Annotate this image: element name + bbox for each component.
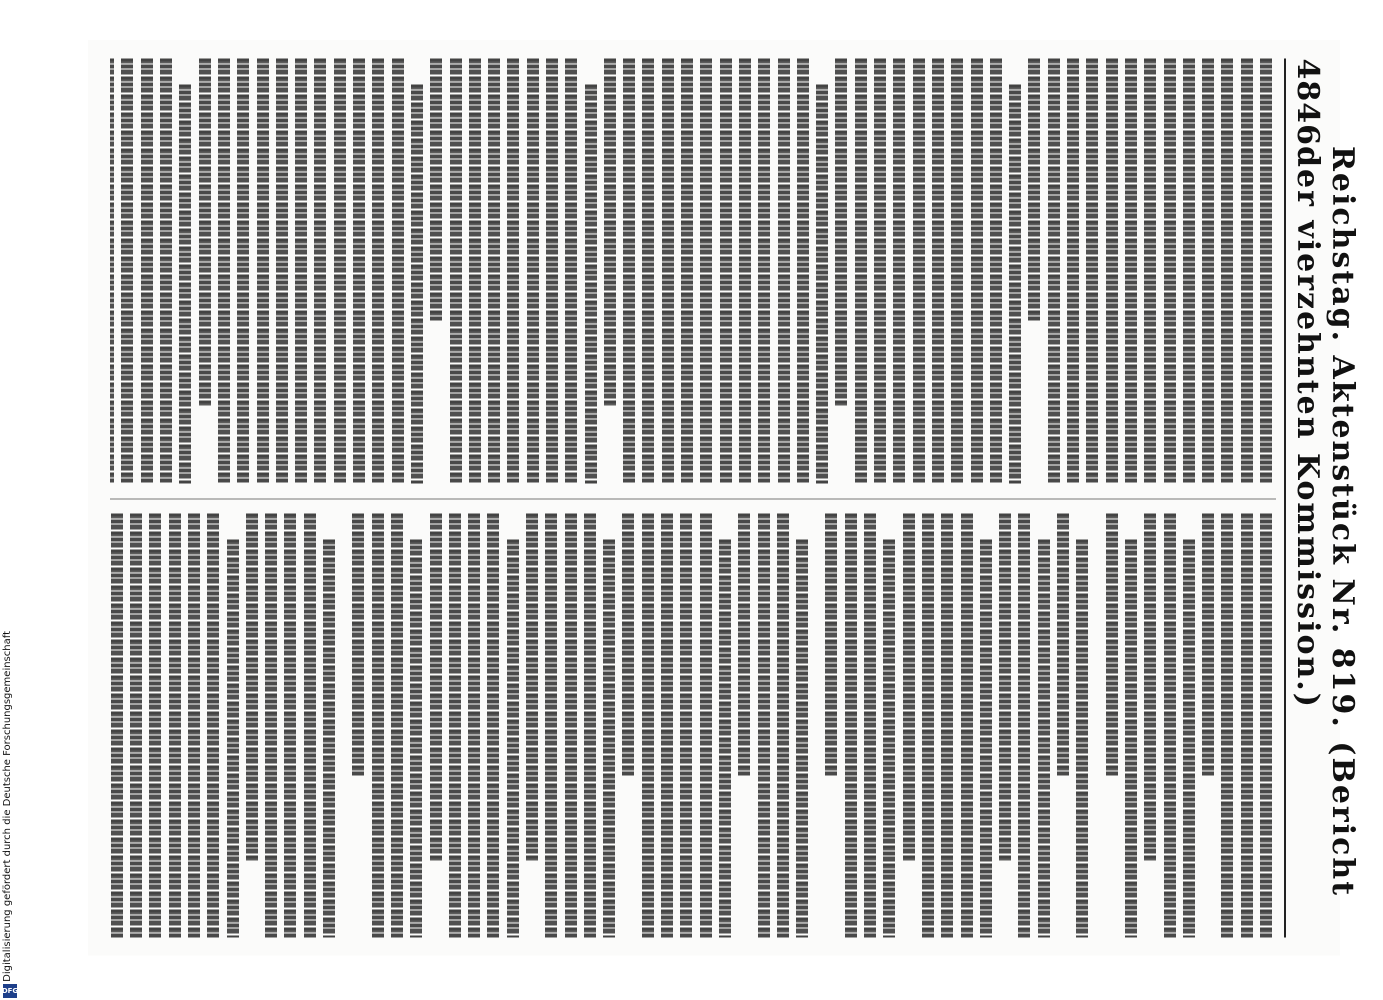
text-line [938, 513, 957, 938]
text-line [794, 58, 813, 483]
text-line [601, 58, 620, 406]
text-line [1054, 513, 1073, 776]
text-line [793, 539, 812, 938]
text-line [1218, 58, 1237, 483]
text-line [311, 58, 330, 483]
text-line [919, 513, 938, 938]
text-line [620, 58, 639, 483]
text-line [948, 58, 967, 483]
text-line [813, 84, 832, 483]
text-line [262, 513, 281, 938]
text-line [832, 58, 851, 406]
text-line [1257, 513, 1276, 938]
text-line [1237, 58, 1256, 483]
text-line [736, 58, 755, 483]
text-line [581, 84, 600, 483]
text-line [1006, 84, 1025, 483]
paragraph-gap [1092, 513, 1102, 938]
text-line [243, 513, 262, 861]
text-line [957, 513, 976, 938]
text-line [215, 58, 234, 483]
text-line [146, 513, 165, 938]
text-columns [110, 58, 1276, 937]
digitization-credit: Digitalisierung gefördert durch die Deutsche Forschungsgemeinschaft [2, 631, 13, 982]
running-head [1284, 58, 1360, 937]
text-line [543, 58, 562, 483]
text-line [696, 513, 715, 938]
text-line [466, 58, 485, 483]
text-line [465, 513, 484, 938]
rotated-page-content [88, 40, 1360, 955]
text-line [204, 513, 223, 938]
text-line [1122, 58, 1141, 483]
text-line [349, 513, 368, 776]
text-line [320, 539, 339, 938]
text-line [504, 58, 523, 483]
text-line [562, 58, 581, 483]
text-line [639, 513, 658, 938]
text-line [1141, 58, 1160, 483]
text-line [369, 58, 388, 483]
text-line [841, 513, 860, 938]
text-line [281, 513, 300, 938]
text-line [234, 58, 253, 483]
text-line [754, 513, 773, 938]
text-line [118, 58, 137, 483]
text-line [110, 58, 118, 483]
text-line [446, 58, 465, 483]
text-line [273, 58, 292, 483]
text-line [223, 539, 242, 938]
text-line [851, 58, 870, 483]
text-line [195, 58, 214, 406]
text-line [774, 58, 793, 483]
text-line [127, 513, 146, 938]
text-line [523, 513, 542, 861]
text-line [987, 58, 1006, 483]
digitization-strip [0, 0, 22, 1000]
text-line [619, 513, 638, 776]
text-line [1102, 58, 1121, 483]
scanned-page [88, 40, 1360, 955]
text-line [484, 513, 503, 938]
text-line [523, 58, 542, 483]
text-line [1025, 58, 1044, 321]
text-line [485, 58, 504, 483]
text-line [929, 58, 948, 483]
text-line [330, 58, 349, 483]
text-line [977, 539, 996, 938]
text-line [300, 513, 319, 938]
text-line [677, 513, 696, 938]
text-line [253, 58, 272, 483]
text-line [600, 539, 619, 938]
text-line [1180, 58, 1199, 483]
text-line [735, 513, 754, 776]
text-line [716, 539, 735, 938]
text-line [1015, 513, 1034, 938]
text-line [1257, 58, 1276, 483]
paragraph-gap [339, 513, 349, 938]
text-line [697, 58, 716, 483]
text-line [716, 58, 735, 483]
text-line [1073, 539, 1092, 938]
text-line [967, 58, 986, 483]
text-line [659, 58, 678, 483]
text-line [1199, 58, 1218, 483]
left-column-text [110, 58, 1276, 483]
text-line [1160, 58, 1179, 483]
text-line [446, 513, 465, 938]
text-line [1083, 58, 1102, 483]
text-line [1102, 513, 1121, 776]
text-line [292, 58, 311, 483]
dfg-logo: DFG [3, 984, 17, 998]
right-column-text [110, 513, 1276, 938]
text-line [185, 513, 204, 938]
text-line [996, 513, 1015, 861]
text-line [1199, 513, 1218, 776]
text-line [890, 58, 909, 483]
text-line [755, 58, 774, 483]
page-number: 4846 [1290, 58, 1325, 146]
text-line [658, 513, 677, 938]
text-line [678, 58, 697, 483]
text-line [774, 513, 793, 938]
text-line [388, 513, 407, 938]
text-line [427, 58, 446, 321]
text-line [861, 513, 880, 938]
text-line [1180, 539, 1199, 938]
text-line [426, 513, 445, 861]
text-line [1160, 513, 1179, 938]
text-line [137, 58, 156, 483]
text-line [871, 58, 890, 483]
text-line [503, 539, 522, 938]
text-line [1122, 539, 1141, 938]
text-line [350, 58, 369, 483]
text-line [1034, 539, 1053, 938]
text-line [822, 513, 841, 776]
paragraph-gap [812, 513, 822, 938]
text-line [1218, 513, 1237, 938]
text-line [407, 539, 426, 938]
text-line [1044, 58, 1063, 483]
text-line [639, 58, 658, 483]
text-line [165, 513, 184, 938]
text-line [880, 539, 899, 938]
text-line [899, 513, 918, 861]
text-line [581, 513, 600, 938]
text-line [1237, 513, 1256, 938]
text-line [408, 84, 427, 483]
text-line [1064, 58, 1083, 483]
text-line [388, 58, 407, 483]
running-title: Reichstag. Aktenstück Nr. 819. (Bericht der vierzehnten Kommission.) [1290, 145, 1360, 897]
text-line [368, 513, 387, 938]
text-line [157, 58, 176, 483]
text-line [542, 513, 561, 938]
text-line [561, 513, 580, 938]
text-line [176, 84, 195, 483]
text-line [909, 58, 928, 483]
text-line [1141, 513, 1160, 861]
text-line [110, 513, 127, 938]
